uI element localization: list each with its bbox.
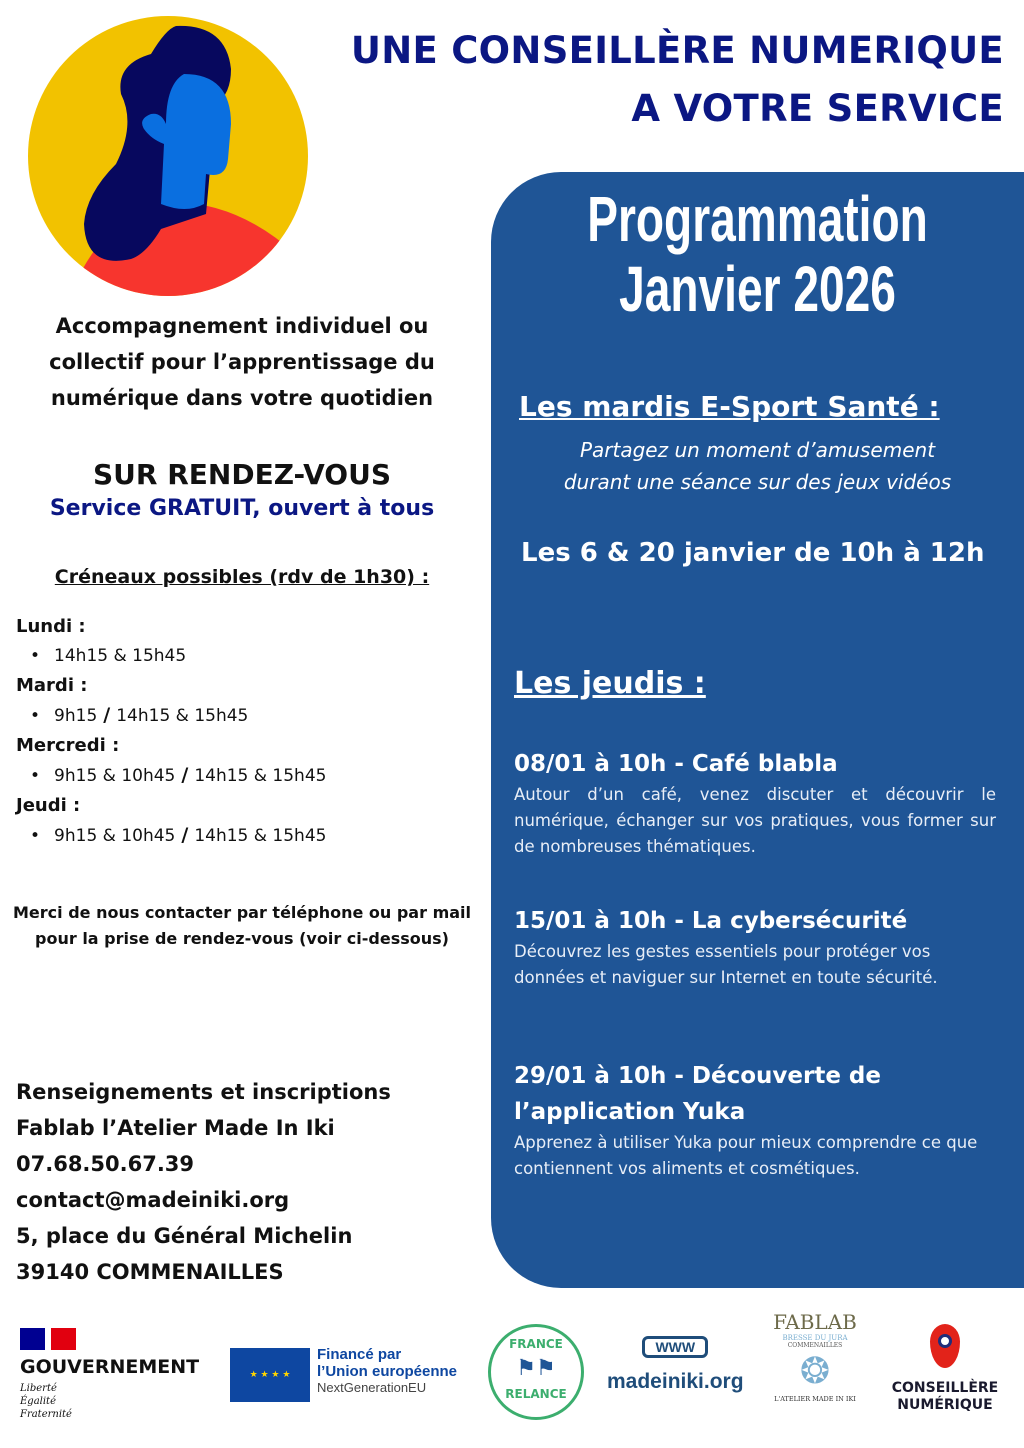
- time-slot: [16, 821, 476, 851]
- brain-icon: ❂: [799, 1351, 831, 1392]
- headline: [351, 22, 1004, 138]
- tuesdays-desc: durant une séance sur des jeux vidéos: [563, 470, 952, 494]
- fablab-title: FABLAB: [773, 1310, 857, 1334]
- appointment-title: SUR RENDEZ-VOUS: [93, 458, 391, 491]
- time: 14h15 & 15h45: [194, 826, 327, 846]
- relance-text: RELANCE: [505, 1387, 567, 1401]
- flags-icon: ⚑⚑: [516, 1356, 556, 1381]
- event-desc: Autour d’un café, venez discuter et découvrir le numérique, échanger sur vos pratiques, vous former sur de nombreuses thématiques.: [514, 785, 996, 856]
- event-desc: Apprenez à utiliser Yuka pour mieux comprendre ce que contiennent vos aliments et cosmétiques.: [514, 1133, 978, 1178]
- time: 9h15: [54, 706, 98, 726]
- info-city: 39140 COMMENAILLES: [16, 1260, 284, 1284]
- conseillere-numerique-logo: [886, 1324, 1004, 1414]
- time-slot: [16, 701, 476, 731]
- website-url[interactable]: madeiniki.org: [607, 1370, 744, 1393]
- day-label: Lundi :: [16, 616, 86, 637]
- website-logo: [607, 1336, 744, 1394]
- cn-text: NUMÉRIQUE: [897, 1397, 993, 1413]
- contact-info: [16, 1074, 391, 1290]
- separator: /: [181, 764, 189, 786]
- fablab-sub: BRESSE DU JURA: [782, 1334, 848, 1342]
- motto: Égalité: [20, 1396, 56, 1407]
- info-title: Renseignements et inscriptions: [16, 1080, 391, 1104]
- headline-line1: UNE CONSEILLÈRE NUMERIQUE: [350, 29, 1004, 72]
- gouvernement-logo: [20, 1328, 199, 1421]
- eu-logo: [317, 1346, 457, 1395]
- slots-list: [16, 612, 476, 851]
- motto: Liberté: [20, 1383, 57, 1394]
- contact-note: Merci de nous contacter par téléphone ou par mail pour la prise de rendez-vous (voir ci-dessous): [13, 903, 471, 948]
- info-place: Fablab l’Atelier Made In Iki: [16, 1116, 335, 1140]
- event: [514, 746, 996, 860]
- event-title: 15/01 à 10h - La cybersécurité: [514, 908, 908, 934]
- time: 9h15 & 10h45: [54, 826, 176, 846]
- time: 14h15 & 15h45: [54, 646, 187, 666]
- fablab-name: L'ATELIER MADE IN IKI: [774, 1395, 856, 1403]
- day-label: Mardi :: [16, 675, 88, 696]
- tuesdays-dates: Les 6 & 20 janvier de 10h à 12h: [521, 538, 985, 568]
- time-slot: [16, 761, 476, 791]
- www-icon: WWW: [642, 1336, 708, 1358]
- event: [514, 903, 996, 991]
- appointment-block: [10, 456, 474, 524]
- thursdays-title: Les jeudis :: [514, 666, 706, 701]
- cn-text: CONSEILLÈRE: [891, 1380, 999, 1396]
- eu-text: l’Union européenne: [317, 1363, 458, 1380]
- program-panel: [491, 172, 1024, 1288]
- fablab-town: COMMENAILLES: [787, 1342, 843, 1349]
- info-address: 5, place du Général Michelin: [16, 1224, 353, 1248]
- event-title: 08/01 à 10h - Café blabla: [514, 751, 838, 777]
- day-label: Mercredi :: [16, 735, 120, 756]
- relance-text: FRANCE: [509, 1337, 563, 1351]
- advisor-illustration: [26, 14, 310, 298]
- eu-flag-icon: ★ ★ ★ ★: [230, 1348, 310, 1402]
- event-title: 29/01 à 10h - Découverte de l’application Yuka: [514, 1063, 881, 1125]
- time: 14h15 & 15h45: [116, 706, 249, 726]
- time-slot: [16, 642, 476, 671]
- eu-text: Financé par: [317, 1346, 402, 1363]
- map-pin-icon: [930, 1324, 960, 1368]
- time: 14h15 & 15h45: [194, 766, 327, 786]
- motto: Fraternité: [20, 1409, 72, 1420]
- tuesdays-title: Les mardis E-Sport Santé :: [519, 390, 940, 423]
- info-email[interactable]: contact@madeiniki.org: [16, 1188, 290, 1212]
- fablab-logo: [760, 1310, 870, 1403]
- program-month: Janvier 2026: [619, 253, 896, 325]
- program-title: Programmation: [587, 183, 928, 255]
- partner-logos: [0, 1310, 1024, 1438]
- eu-text: NextGenerationEU: [317, 1380, 427, 1395]
- france-relance-logo: [488, 1324, 584, 1420]
- event: [514, 1058, 996, 1182]
- slots-title: Créneaux possibles (rdv de 1h30) :: [54, 566, 430, 588]
- marianne-icon: [20, 1328, 76, 1350]
- event-desc: Découvrez les gestes essentiels pour protéger vos données et naviguer sur Internet en toute sécurité.: [514, 942, 938, 987]
- appointment-subtitle: Service GRATUIT, ouvert à tous: [49, 496, 435, 521]
- intro-text: Accompagnement individuel ou collectif pour l’apprentissage du numérique dans votre quotidien: [49, 314, 435, 410]
- separator: /: [103, 704, 111, 726]
- headline-line2: A VOTRE SERVICE: [631, 87, 1004, 130]
- separator: /: [181, 824, 189, 846]
- gouv-name: GOUVERNEMENT: [20, 1356, 200, 1378]
- info-phone[interactable]: 07.68.50.67.39: [16, 1152, 195, 1176]
- time: 9h15 & 10h45: [54, 766, 176, 786]
- day-label: Jeudi :: [16, 795, 81, 816]
- tuesdays-desc: Partagez un moment d’amusement: [579, 438, 936, 462]
